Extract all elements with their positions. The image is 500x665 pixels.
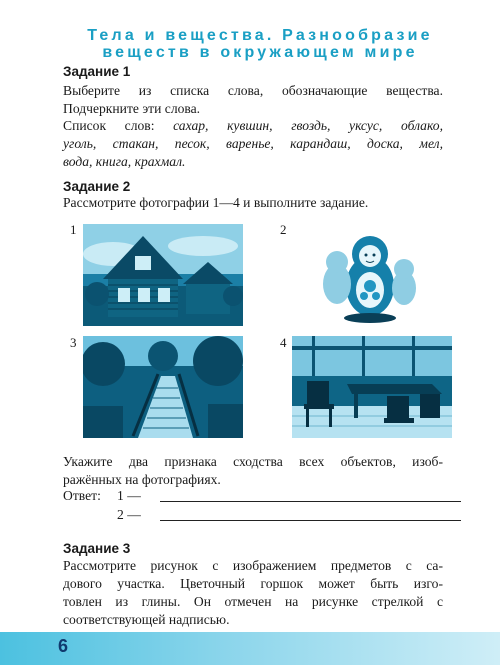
title-line-2: веществ в окружающем мире [102, 44, 418, 61]
photo-1-number: 1 [70, 222, 77, 237]
answer-2-number: 2 — [117, 507, 141, 522]
task1-word-list-line3-wrap [63, 153, 443, 171]
title-line-1: Тела и вещества. Разнообразие [87, 27, 433, 44]
wooden-bridge-photo [83, 336, 243, 438]
task3-heading: Задание 3 [63, 541, 131, 556]
answer-2-line[interactable] [160, 520, 461, 521]
page-number: 6 [58, 636, 69, 656]
answer-label: Ответ: [63, 488, 101, 503]
page-title [30, 27, 490, 61]
task2-heading: Задание 2 [63, 179, 131, 194]
task1-instruction [63, 82, 443, 100]
task2-intro: Рассмотрите фотографии 1—4 и выполните задание. [63, 195, 369, 210]
task1-word-list-line2-wrap [63, 135, 443, 153]
photo-3-number: 3 [70, 335, 77, 350]
task2-question-2: ражённых на фотографиях. [63, 472, 221, 487]
task1-heading: Задание 1 [63, 64, 131, 79]
task2-question-1: Укажите два признака сходства всех объектов, изоб- [63, 454, 443, 469]
word-list-items-3[interactable]: вода, книга, крахмал. [63, 154, 186, 169]
task3-line-2: дового участка. Цветочный горшок может быть изго- [63, 576, 443, 591]
wooden-furniture-photo [292, 336, 452, 438]
photo-2-number: 2 [280, 222, 287, 237]
word-list-items-2[interactable]: уголь, стакан, песок, варенье, карандаш, доска, мел, [63, 136, 443, 151]
task1-instruction-line1: Выберите из списка слова, обозначающие вещества. [63, 83, 443, 98]
word-list-label: Список слов: [63, 118, 155, 133]
task3-line-3: товлен из глины. Он отмечен на рисунке стрелкой с [63, 594, 443, 609]
answer-1-line[interactable] [160, 501, 461, 502]
task1-instruction-2 [63, 100, 443, 118]
task3-line-4: соответствующей надписью. [63, 612, 230, 627]
photo-4-number: 4 [280, 335, 287, 350]
task1-instruction-line2: Подчеркните эти слова. [63, 101, 201, 116]
footer-band [0, 632, 500, 665]
wooden-house-photo [83, 224, 243, 326]
matryoshka-photo [292, 224, 452, 326]
task1-word-list [63, 117, 443, 135]
task3-line-1: Рассмотрите рисунок с изображением предметов с са- [63, 558, 443, 573]
word-list-items-1[interactable]: сахар, кувшин, гвоздь, уксус, облако, [173, 118, 443, 133]
answer-1-number: 1 — [117, 488, 141, 503]
task1-word-list-line1 [63, 117, 443, 135]
